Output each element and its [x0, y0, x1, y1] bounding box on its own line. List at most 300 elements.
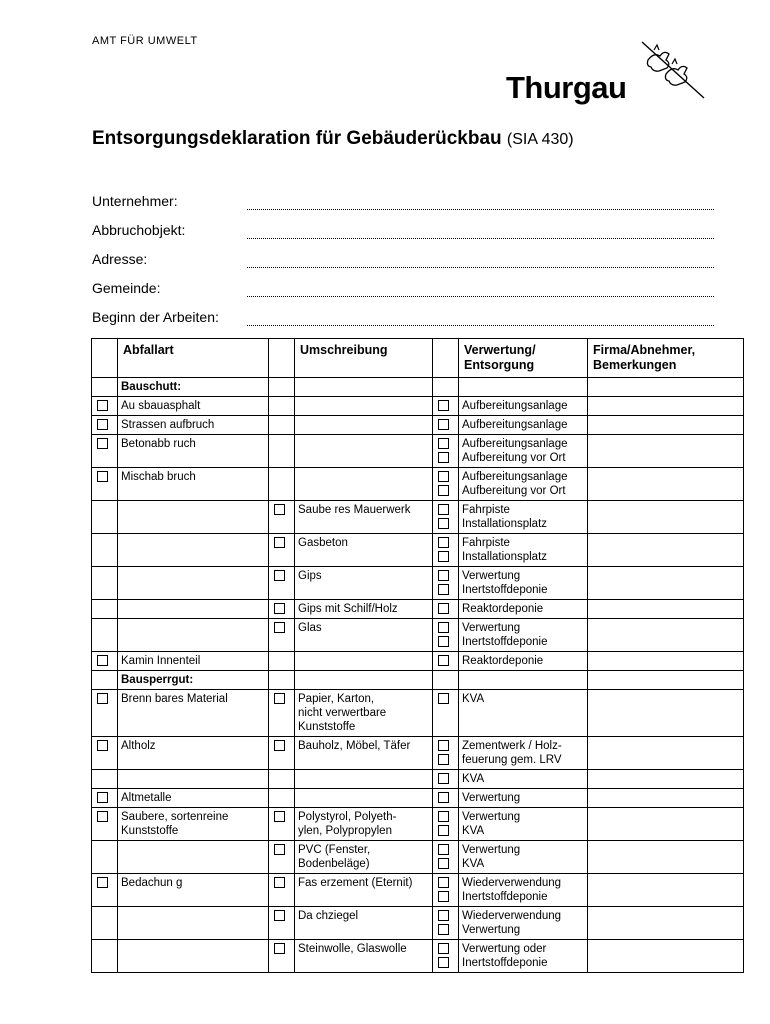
umschr-cell	[295, 874, 433, 907]
verw-box-cell	[433, 737, 459, 770]
checkbox[interactable]	[438, 655, 449, 666]
checkbox[interactable]	[274, 504, 285, 515]
header-text: Firma/Abnehmer,	[593, 343, 696, 357]
umschr-box-cell	[269, 468, 295, 501]
abfall-cell	[118, 940, 269, 973]
checkbox[interactable]	[438, 891, 449, 902]
verwertung-option: Inertstoffdeponie	[462, 957, 548, 969]
checkbox[interactable]	[438, 910, 449, 921]
table-row	[92, 435, 744, 468]
fill-in-line[interactable]	[247, 311, 714, 326]
firma-cell[interactable]	[588, 567, 744, 600]
umschr-box-cell	[269, 789, 295, 808]
verw-cell	[459, 808, 588, 841]
umschr-cell	[295, 567, 433, 600]
verw-box-cell	[433, 534, 459, 567]
abfall-cell	[118, 841, 269, 874]
umschr-box-cell	[269, 501, 295, 534]
umschr-box-cell	[269, 534, 295, 567]
firma-cell[interactable]	[588, 416, 744, 435]
checkbox[interactable]	[274, 844, 285, 855]
fill-in-line[interactable]	[247, 282, 714, 297]
checkbox[interactable]	[438, 452, 449, 463]
verw-box-cell	[433, 690, 459, 737]
checkbox[interactable]	[438, 471, 449, 482]
firma-cell[interactable]	[588, 534, 744, 567]
abfall-cell	[118, 501, 269, 534]
section-row	[92, 378, 744, 397]
umschr-box-cell	[269, 808, 295, 841]
umschr-cell	[295, 534, 433, 567]
abfall-box-cell	[92, 907, 118, 940]
verw-cell	[459, 770, 588, 789]
checkbox[interactable]	[274, 537, 285, 548]
cell	[433, 378, 459, 397]
verwertung-option: feuerung gem. LRV	[462, 754, 562, 766]
checkbox[interactable]	[274, 740, 285, 751]
abfall-cell	[118, 416, 269, 435]
checkbox[interactable]	[274, 943, 285, 954]
firma-cell[interactable]	[588, 770, 744, 789]
umschr-text: Kunststoffe	[298, 721, 356, 733]
checkbox[interactable]	[438, 570, 449, 581]
umschr-box-cell	[269, 435, 295, 468]
checkbox[interactable]	[274, 603, 285, 614]
checkbox[interactable]	[97, 400, 108, 411]
cell	[269, 378, 295, 397]
firma-cell[interactable]	[588, 619, 744, 652]
abfall-text: Brenn bares Material	[121, 693, 228, 705]
table-row	[92, 468, 744, 501]
verw-cell	[459, 468, 588, 501]
umschr-box-cell	[269, 397, 295, 416]
abfall-box-cell	[92, 534, 118, 567]
waste-declaration-table	[91, 338, 744, 973]
verw-box-cell	[433, 397, 459, 416]
abfall-box-cell	[92, 416, 118, 435]
abfall-cell	[118, 652, 269, 671]
checkbox[interactable]	[438, 622, 449, 633]
verw-box-cell	[433, 874, 459, 907]
header-text: Verwertung/	[464, 343, 536, 357]
verw-cell	[459, 567, 588, 600]
verwertung-option: KVA	[462, 693, 485, 705]
canton-lions-icon	[638, 40, 708, 100]
checkbox[interactable]	[438, 419, 449, 430]
table-row	[92, 652, 744, 671]
umschr-text: Bauholz, Möbel, Täfer	[298, 740, 411, 752]
cell	[92, 671, 118, 690]
firma-cell[interactable]	[588, 435, 744, 468]
header-firma	[588, 339, 744, 378]
verw-box-cell	[433, 940, 459, 973]
verwertung-option: KVA	[462, 825, 485, 837]
field-label: Unternehmer:	[92, 193, 178, 209]
abfall-box-cell	[92, 435, 118, 468]
verwertung-option: Aufbereitungsanlage	[462, 438, 568, 450]
firma-cell[interactable]	[588, 652, 744, 671]
firma-cell[interactable]	[588, 397, 744, 416]
abfall-text: Mischab bruch	[121, 471, 196, 483]
umschr-text: Bodenbeläge)	[298, 858, 370, 870]
firma-cell[interactable]	[588, 841, 744, 874]
abfall-text: Strassen aufbruch	[121, 419, 215, 431]
checkbox[interactable]	[438, 773, 449, 784]
abfall-box-cell	[92, 690, 118, 737]
cell	[295, 378, 433, 397]
table-row	[92, 534, 744, 567]
verwertung-option: Verwertung	[462, 811, 521, 823]
verw-cell	[459, 652, 588, 671]
checkbox[interactable]	[438, 924, 449, 935]
abfall-box-cell	[92, 940, 118, 973]
verwertung-option: Verwertung	[462, 924, 521, 936]
umschr-box-cell	[269, 600, 295, 619]
project-fields	[92, 193, 714, 338]
checkbox[interactable]	[438, 943, 449, 954]
umschr-box-cell	[269, 652, 295, 671]
checkbox[interactable]	[438, 844, 449, 855]
checkbox[interactable]	[438, 636, 449, 647]
page-title	[92, 128, 574, 150]
umschr-text: Gips mit Schilf/Holz	[298, 603, 398, 615]
verwertung-option: Inertstoffdeponie	[462, 636, 548, 648]
verw-cell	[459, 600, 588, 619]
umschr-box-cell	[269, 874, 295, 907]
thurgau-logo	[506, 40, 706, 110]
table-row	[92, 841, 744, 874]
verw-box-cell	[433, 435, 459, 468]
abfall-text: Kamin Innenteil	[121, 655, 201, 667]
abfall-box-cell	[92, 737, 118, 770]
checkbox[interactable]	[97, 811, 108, 822]
title-main: Entsorgungsdeklaration für Gebäuderückbau	[92, 128, 502, 149]
checkbox[interactable]	[438, 584, 449, 595]
verwertung-option: Wiederverwendung	[462, 910, 562, 922]
firma-cell[interactable]	[588, 808, 744, 841]
table-body	[92, 378, 744, 973]
umschr-cell	[295, 416, 433, 435]
verwertung-option: Aufbereitungsanlage	[462, 471, 568, 483]
checkbox[interactable]	[97, 693, 108, 704]
table-row	[92, 874, 744, 907]
verwertung-option: Fahrpiste	[462, 504, 510, 516]
table-row	[92, 789, 744, 808]
table-header-row	[92, 339, 744, 378]
firma-cell[interactable]	[588, 907, 744, 940]
verw-cell	[459, 874, 588, 907]
umschr-box-cell	[269, 737, 295, 770]
checkbox[interactable]	[97, 740, 108, 751]
verwertung-option: KVA	[462, 773, 485, 785]
cell	[459, 671, 588, 690]
verw-box-cell	[433, 652, 459, 671]
fill-in-line[interactable]	[247, 253, 714, 268]
verw-cell	[459, 534, 588, 567]
checkbox[interactable]	[438, 400, 449, 411]
verw-cell	[459, 841, 588, 874]
checkbox[interactable]	[438, 957, 449, 968]
header-umschreibung: Umschreibung	[295, 339, 433, 378]
abfall-cell	[118, 789, 269, 808]
verw-cell	[459, 907, 588, 940]
verwertung-option: Reaktordeponie	[462, 603, 544, 615]
abfall-box-cell	[92, 789, 118, 808]
umschr-text: Polystyrol, Polyeth-	[298, 811, 397, 823]
fill-in-line[interactable]	[247, 224, 714, 239]
checkbox[interactable]	[438, 877, 449, 888]
umschr-cell	[295, 397, 433, 416]
abfall-cell	[118, 600, 269, 619]
abfall-text: Kunststoffe	[121, 825, 179, 837]
abfall-text: Betonabb ruch	[121, 438, 196, 450]
verw-box-cell	[433, 600, 459, 619]
firma-cell[interactable]	[588, 600, 744, 619]
checkbox[interactable]	[438, 693, 449, 704]
checkbox[interactable]	[438, 504, 449, 515]
umschr-box-cell	[269, 619, 295, 652]
abfall-box-cell	[92, 567, 118, 600]
umschr-text: Gasbeton	[298, 537, 348, 549]
verw-box-cell	[433, 808, 459, 841]
abfall-cell	[118, 874, 269, 907]
abfall-cell	[118, 690, 269, 737]
verw-cell	[459, 397, 588, 416]
umschr-text: Papier, Karton,	[298, 693, 375, 705]
field-label: Adresse:	[92, 251, 148, 267]
verw-box-cell	[433, 501, 459, 534]
abfall-cell	[118, 567, 269, 600]
header-abfallart: Abfallart	[118, 339, 269, 378]
checkbox[interactable]	[97, 438, 108, 449]
firma-cell[interactable]	[588, 501, 744, 534]
firma-cell[interactable]	[588, 468, 744, 501]
checkbox[interactable]	[274, 570, 285, 581]
abfall-cell	[118, 808, 269, 841]
umschr-box-cell	[269, 907, 295, 940]
umschr-text: Glas	[298, 622, 322, 634]
abfall-cell	[118, 468, 269, 501]
checkbox[interactable]	[438, 792, 449, 803]
abfall-box-cell	[92, 841, 118, 874]
checkbox[interactable]	[274, 877, 285, 888]
abfall-cell	[118, 397, 269, 416]
verw-box-cell	[433, 468, 459, 501]
abfall-box-cell	[92, 619, 118, 652]
section-label: Bausperrgut:	[118, 671, 269, 690]
cell	[269, 671, 295, 690]
umschr-text: ylen, Polypropylen	[298, 825, 392, 837]
table-row	[92, 619, 744, 652]
checkbox[interactable]	[438, 740, 449, 751]
verwertung-option: Inertstoffdeponie	[462, 891, 548, 903]
abfall-text: Bedachun g	[121, 877, 183, 889]
checkbox[interactable]	[438, 485, 449, 496]
header-spacer	[269, 339, 295, 378]
verwertung-option: Installationsplatz	[462, 518, 548, 530]
umschr-cell	[295, 468, 433, 501]
umschr-cell	[295, 501, 433, 534]
table-row	[92, 940, 744, 973]
header-spacer	[92, 339, 118, 378]
umschr-cell	[295, 600, 433, 619]
firma-cell[interactable]	[588, 690, 744, 737]
abfall-cell	[118, 907, 269, 940]
umschr-cell	[295, 789, 433, 808]
checkbox[interactable]	[274, 910, 285, 921]
table-row	[92, 567, 744, 600]
checkbox[interactable]	[97, 792, 108, 803]
table-row	[92, 501, 744, 534]
umschr-cell	[295, 808, 433, 841]
verwertung-option: Verwertung	[462, 844, 521, 856]
agency-name: AMT FÜR UMWELT	[92, 35, 198, 47]
checkbox[interactable]	[274, 622, 285, 633]
umschr-cell	[295, 619, 433, 652]
verw-cell	[459, 690, 588, 737]
field-unternehmer	[92, 193, 714, 222]
abfall-box-cell	[92, 600, 118, 619]
firma-cell[interactable]	[588, 789, 744, 808]
checkbox[interactable]	[438, 858, 449, 869]
section-label: Bauschutt:	[118, 378, 269, 397]
verw-cell	[459, 737, 588, 770]
umschr-box-cell	[269, 567, 295, 600]
table-row	[92, 600, 744, 619]
umschr-cell	[295, 940, 433, 973]
abfall-box-cell	[92, 468, 118, 501]
checkbox[interactable]	[97, 655, 108, 666]
verw-cell	[459, 619, 588, 652]
table-row	[92, 770, 744, 789]
verwertung-option: KVA	[462, 858, 485, 870]
verw-cell	[459, 416, 588, 435]
field-beginn	[92, 309, 714, 338]
umschr-text: nicht verwertbare	[298, 707, 387, 719]
umschr-cell	[295, 841, 433, 874]
header-spacer	[433, 339, 459, 378]
verw-cell	[459, 789, 588, 808]
verw-box-cell	[433, 619, 459, 652]
verwertung-option: Wiederverwendung	[462, 877, 562, 889]
umschr-text: PVC (Fenster,	[298, 844, 371, 856]
table-row	[92, 907, 744, 940]
umschr-box-cell	[269, 690, 295, 737]
umschr-box-cell	[269, 770, 295, 789]
umschr-cell	[295, 690, 433, 737]
verwertung-option: Installationsplatz	[462, 551, 548, 563]
verw-box-cell	[433, 567, 459, 600]
umschr-box-cell	[269, 416, 295, 435]
abfall-text: Altmetalle	[121, 792, 172, 804]
abfall-box-cell	[92, 501, 118, 534]
umschr-text: Saube res Mauerwerk	[298, 504, 411, 516]
field-label: Gemeinde:	[92, 280, 161, 296]
abfall-text: Altholz	[121, 740, 156, 752]
verw-cell	[459, 435, 588, 468]
abfall-text: Saubere, sortenreine	[121, 811, 229, 823]
verwertung-option: Inertstoffdeponie	[462, 584, 548, 596]
umschr-text: Fas erzement (Eternit)	[298, 877, 413, 889]
umschr-box-cell	[269, 841, 295, 874]
abfall-cell	[118, 737, 269, 770]
checkbox[interactable]	[438, 537, 449, 548]
checkbox[interactable]	[438, 811, 449, 822]
fill-in-line[interactable]	[247, 195, 714, 210]
title-sia-reference: (SIA 430)	[506, 131, 574, 148]
umschr-cell	[295, 435, 433, 468]
umschr-text: Da chziegel	[298, 910, 359, 922]
field-abbruchobjekt	[92, 222, 714, 251]
section-row	[92, 671, 744, 690]
header-text: Entsorgung	[464, 358, 535, 372]
umschr-box-cell	[269, 940, 295, 973]
checkbox[interactable]	[438, 825, 449, 836]
checkbox[interactable]	[438, 551, 449, 562]
checkbox[interactable]	[97, 471, 108, 482]
abfall-text: Au sbauasphalt	[121, 400, 201, 412]
checkbox[interactable]	[274, 693, 285, 704]
abfall-cell	[118, 770, 269, 789]
verwertung-option: Aufbereitung vor Ort	[462, 485, 566, 497]
cell	[92, 378, 118, 397]
abfall-box-cell	[92, 874, 118, 907]
verwertung-option: Verwertung	[462, 570, 521, 582]
firma-cell[interactable]	[588, 874, 744, 907]
verw-box-cell	[433, 789, 459, 808]
verwertung-option: Aufbereitung vor Ort	[462, 452, 566, 464]
cell	[588, 671, 744, 690]
header-verwertung	[459, 339, 588, 378]
table-row	[92, 808, 744, 841]
cell	[295, 671, 433, 690]
checkbox[interactable]	[274, 811, 285, 822]
verw-box-cell	[433, 416, 459, 435]
cell	[588, 378, 744, 397]
field-gemeinde	[92, 280, 714, 309]
verwertung-option: Verwertung	[462, 622, 521, 634]
verwertung-option: Verwertung	[462, 792, 521, 804]
verw-box-cell	[433, 841, 459, 874]
verwertung-option: Reaktordeponie	[462, 655, 544, 667]
abfall-cell	[118, 619, 269, 652]
umschr-cell	[295, 737, 433, 770]
checkbox[interactable]	[438, 603, 449, 614]
verwertung-option: Aufbereitungsanlage	[462, 400, 568, 412]
verw-box-cell	[433, 770, 459, 789]
firma-cell[interactable]	[588, 737, 744, 770]
abfall-cell	[118, 435, 269, 468]
umschr-cell	[295, 770, 433, 789]
table-row	[92, 690, 744, 737]
checkbox[interactable]	[438, 438, 449, 449]
checkbox[interactable]	[97, 877, 108, 888]
header-text: Bemerkungen	[593, 358, 677, 372]
checkbox[interactable]	[97, 419, 108, 430]
table-row	[92, 416, 744, 435]
firma-cell[interactable]	[588, 940, 744, 973]
umschr-cell	[295, 907, 433, 940]
cell	[433, 671, 459, 690]
table-row	[92, 737, 744, 770]
field-adresse	[92, 251, 714, 280]
checkbox[interactable]	[438, 518, 449, 529]
verw-cell	[459, 940, 588, 973]
field-label: Abbruchobjekt:	[92, 222, 186, 238]
checkbox[interactable]	[438, 754, 449, 765]
cell	[459, 378, 588, 397]
table-row	[92, 397, 744, 416]
